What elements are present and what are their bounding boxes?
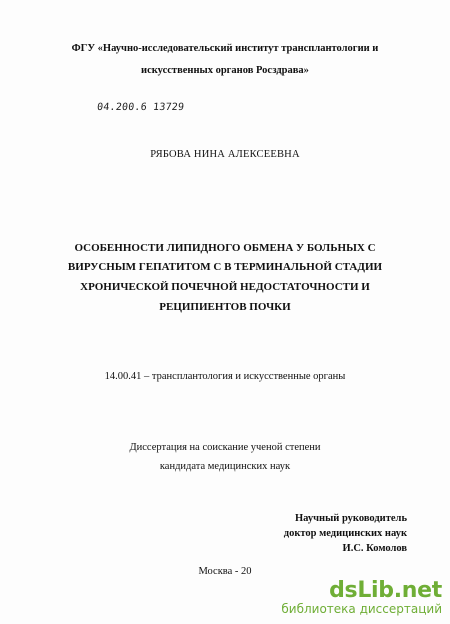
specialty-code: 14.00.41 – трансплантология и искусственные органы	[104, 371, 346, 382]
degree-line-2: кандидата медицинских наук	[159, 461, 291, 472]
institution-line-2: искусственных органов Росздрава»	[141, 65, 309, 76]
institution-line-1: ФГУ «Научно-исследовательский институт трансплантологии и	[71, 43, 379, 54]
supervisor-name: И.С. Комолов	[342, 543, 407, 554]
supervisor-degree: доктор медицинских наук	[283, 528, 407, 539]
watermark	[281, 577, 442, 616]
degree-line-1: Диссертация на соискание ученой степени	[129, 442, 321, 453]
title-line-3: ХРОНИЧЕСКОЙ ПОЧЕЧНОЙ НЕДОСТАТОЧНОСТИ И	[80, 281, 370, 293]
author-name: РЯБОВА НИНА АЛЕКСЕЕВНА	[150, 149, 300, 160]
registry-number-stamp: 04.200.6 13729	[96, 102, 185, 113]
title-line-2: ВИРУСНЫМ ГЕПАТИТОМ С В ТЕРМИНАЛЬНОЙ СТАДИИ	[67, 261, 383, 273]
watermark-subtitle: библиотека диссертаций	[281, 601, 442, 616]
supervisor-role: Научный руководитель	[295, 513, 407, 524]
city-year: Москва - 20	[198, 566, 252, 577]
title-line-4: РЕЦИПИЕНТОВ ПОЧКИ	[159, 301, 291, 313]
title-line-1: ОСОБЕННОСТИ ЛИПИДНОГО ОБМЕНА У БОЛЬНЫХ С	[74, 242, 376, 254]
watermark-logo: dsLib.net	[329, 577, 442, 603]
